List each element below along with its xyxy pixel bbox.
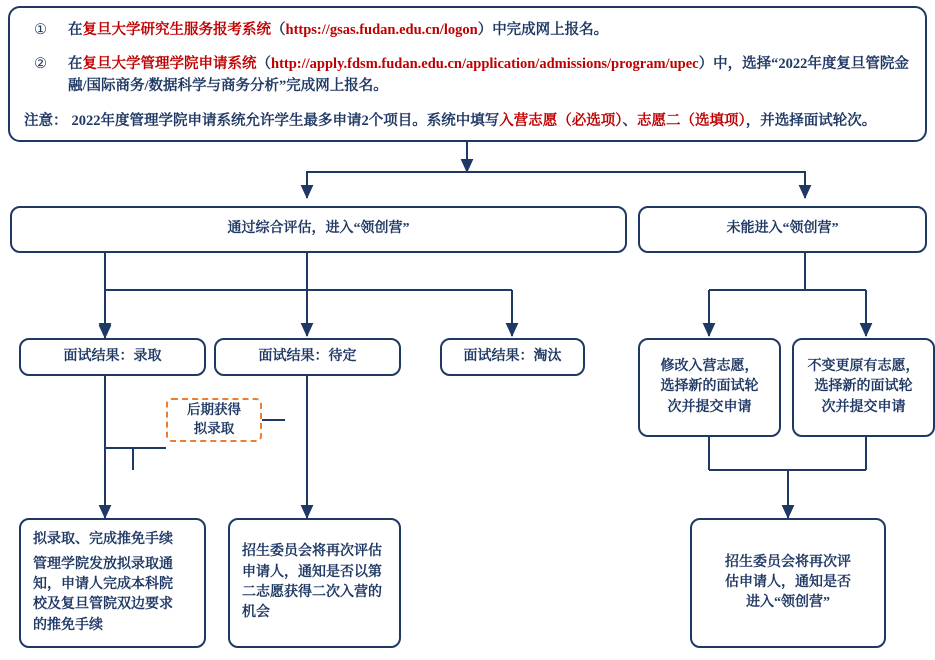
instruction-step-2 [24, 54, 911, 98]
node-label-line: 的推免手续 [33, 617, 103, 633]
node-label-line: 拟录取、完成推免手续 [33, 532, 173, 547]
node-label-line: 不变更原有志愿， [807, 359, 920, 375]
node-admission-process [19, 518, 206, 648]
node-label-line: 选择新的面试轮 [660, 379, 759, 395]
system-url[interactable]: https://gsas.fudan.edu.cn/logon [285, 22, 478, 38]
node-label-line: 管理学院发放拟录取通 [33, 556, 173, 572]
node-change-wish [638, 338, 781, 437]
node-label-line: 进入“领创营” [746, 595, 830, 611]
system-name: 复旦大学管理学院申请系统 [82, 55, 257, 72]
node-label-line: 校及复旦管院双边要求 [33, 597, 173, 613]
note-highlight-2: 志愿二（选填项） [637, 113, 746, 130]
node-pass-evaluation [10, 206, 627, 253]
node-result-rejected [440, 338, 585, 376]
node-label-line: 次并提交申请 [821, 399, 906, 415]
node-label-line: 知，申请人完成本科院 [33, 577, 173, 593]
node-fail-evaluation [638, 206, 927, 253]
note-text: 2022年度管理学院申请系统允许学生最多申请2个项目。系统中填写入营志愿（必选项）、志愿二（选填项），并选择面试轮次。 [71, 113, 877, 130]
node-label-line: 二志愿获得二次入营的 [242, 585, 382, 600]
node-label: 通过综合评估，进入“领创营” [227, 221, 410, 237]
note-label: 注意： [24, 113, 68, 130]
node-label-line: 招生委员会将再次评估 [242, 544, 382, 560]
node-label: 面试结果：待定 [258, 348, 357, 364]
node-label-line: 招生委员会将再次评 [725, 554, 851, 570]
node-result-pending [214, 338, 401, 376]
instruction-note [24, 111, 911, 133]
instructions-panel [8, 6, 927, 142]
step-text: 在复旦大学研究生服务报考系统（https://gsas.fudan.edu.cn/logon）中完成网上报名。 [68, 22, 609, 38]
node-later-admitted [166, 398, 262, 442]
node-label-line: 后期获得 [187, 402, 241, 418]
node-label: 未能进入“领创营” [726, 221, 839, 237]
node-label-line: 估申请人，通知是否 [725, 574, 851, 590]
step-number: ② [34, 55, 47, 72]
instruction-step-1 [24, 20, 911, 42]
node-label-line: 选择新的面试轮 [814, 379, 913, 395]
system-url[interactable]: http://apply.fdsm.fudan.edu.cn/application/admissions/program/upec [271, 55, 699, 72]
note-highlight-1: 入营志愿（必选项） [499, 113, 623, 130]
step-number: ① [34, 22, 47, 38]
node-keep-wish [792, 338, 935, 437]
step-text: 在复旦大学管理学院申请系统（http://apply.fdsm.fudan.edu.cn/application/admissions/program/upec）中，选择“2022年度复旦管院金融/国际商务/数据科学与商务分析”完成网上报名。 [68, 55, 909, 94]
node-label-line: 修改入营志愿， [660, 359, 759, 375]
node-label: 面试结果：淘汰 [463, 348, 562, 364]
node-result-admitted [19, 338, 206, 376]
node-label: 面试结果：录取 [63, 348, 162, 364]
node-label-line: 拟录取 [193, 421, 235, 436]
node-committee-reevaluation-camp [690, 518, 886, 648]
node-label-line: 次并提交申请 [667, 399, 752, 415]
node-committee-reevaluation [228, 518, 401, 648]
node-label-line: 机会 [242, 605, 270, 621]
node-label-line: 申请人，通知是否以第 [242, 564, 382, 580]
system-name: 复旦大学研究生服务报考系统 [82, 22, 271, 38]
